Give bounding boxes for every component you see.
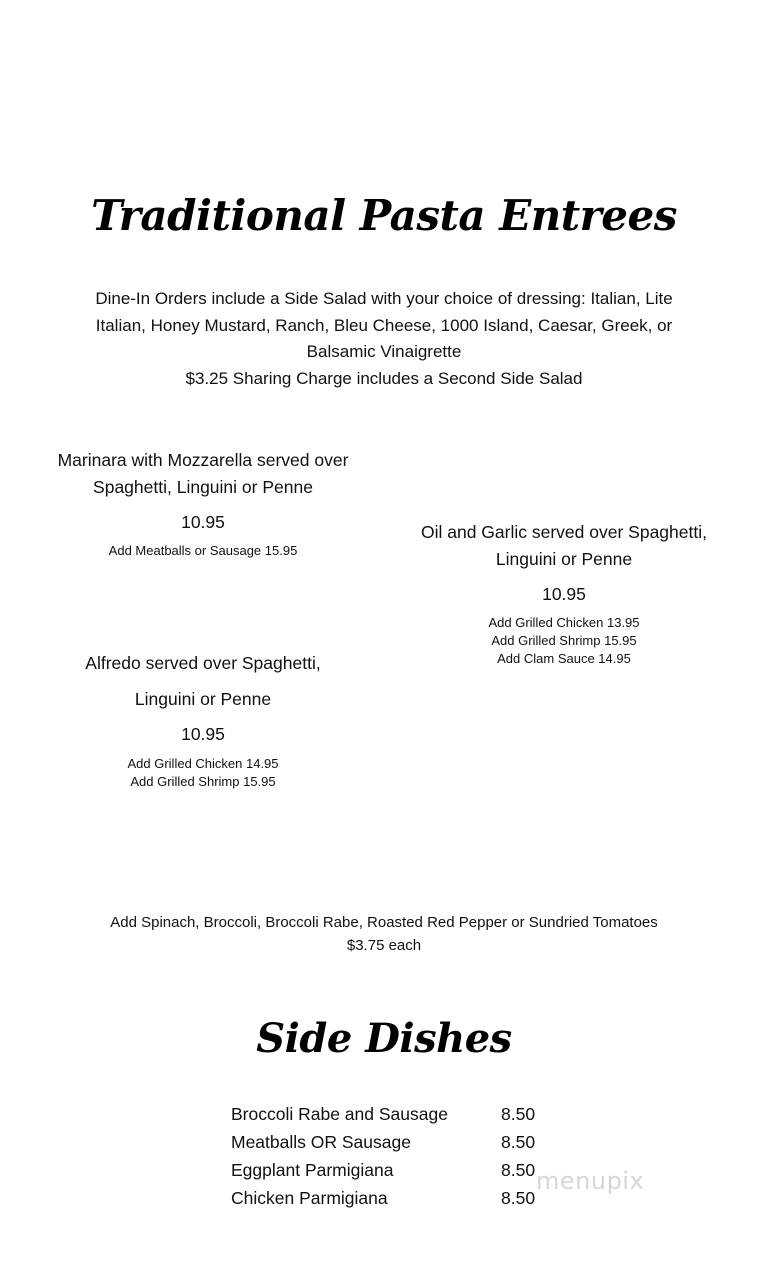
item-name-line: Linguini or Penne xyxy=(134,689,272,709)
item-name-line: Oil and Garlic served over Spaghetti, xyxy=(421,522,707,542)
intro-text xyxy=(0,286,768,392)
item-price: 10.95 xyxy=(542,584,586,604)
side-dish-name: Meatballs OR Sausage xyxy=(231,1132,411,1152)
intro-line: Italian, Honey Mustard, Ranch, Bleu Cheese, 1000 Island, Caesar, Greek, or xyxy=(95,315,673,335)
item-name-line: Spaghetti, Linguini or Penne xyxy=(93,476,313,497)
side-dish-price: 8.50 xyxy=(501,1160,536,1180)
side-dish-price: 8.50 xyxy=(501,1188,536,1208)
menu-item-alfredo xyxy=(38,649,368,791)
side-dish-row xyxy=(231,1132,551,1160)
item-addon: Add Grilled Chicken 13.95 xyxy=(488,615,640,630)
side-dish-name: Broccoli Rabe and Sausage xyxy=(231,1104,448,1124)
item-addons xyxy=(38,755,368,791)
side-dish-price: 8.50 xyxy=(501,1132,536,1152)
item-addon: Add Clam Sauce 14.95 xyxy=(497,651,631,666)
item-name-line: Alfredo served over Spaghetti, xyxy=(85,653,321,673)
item-name-line: Linguini or Penne xyxy=(495,548,633,569)
item-addon: Add Meatballs or Sausage 15.95 xyxy=(108,543,298,558)
sharing-charge-line: $3.25 Sharing Charge includes a Second Side Salad xyxy=(185,368,583,388)
extras-line: Add Spinach, Broccoli, Broccoli Rabe, Roasted Red Pepper or Sundried Tomatoes xyxy=(110,914,658,931)
side-dish-name: Chicken Parmigiana xyxy=(231,1188,388,1208)
item-addon: Add Grilled Shrimp 15.95 xyxy=(491,633,637,648)
menu-item-marinara xyxy=(38,447,368,560)
item-name-line: Marinara with Mozzarella served over xyxy=(57,450,349,470)
intro-line: Dine-In Orders include a Side Salad with your choice of dressing: Italian, Lite xyxy=(95,289,673,308)
item-addon: Add Grilled Shrimp 15.95 xyxy=(130,774,276,789)
item-addons xyxy=(399,614,729,668)
side-dish-row xyxy=(231,1104,551,1132)
sides-title: Side Dishes xyxy=(256,1015,512,1062)
menu-item-oil-garlic xyxy=(399,519,729,668)
item-price: 10.95 xyxy=(181,512,225,532)
extras-note xyxy=(0,911,768,957)
item-price: 10.95 xyxy=(181,724,225,744)
watermark-logo: menupix xyxy=(536,1167,645,1195)
page-title: Traditional Pasta Entrees xyxy=(91,191,677,240)
item-addon: Add Grilled Chicken 14.95 xyxy=(127,756,279,771)
intro-line: Balsamic Vinaigrette xyxy=(306,342,462,361)
side-dish-row xyxy=(231,1188,551,1216)
side-dish-row xyxy=(231,1160,551,1188)
side-dish-price: 8.50 xyxy=(501,1104,536,1124)
extras-price: $3.75 each xyxy=(346,937,422,954)
side-dish-name: Eggplant Parmigiana xyxy=(231,1160,394,1180)
